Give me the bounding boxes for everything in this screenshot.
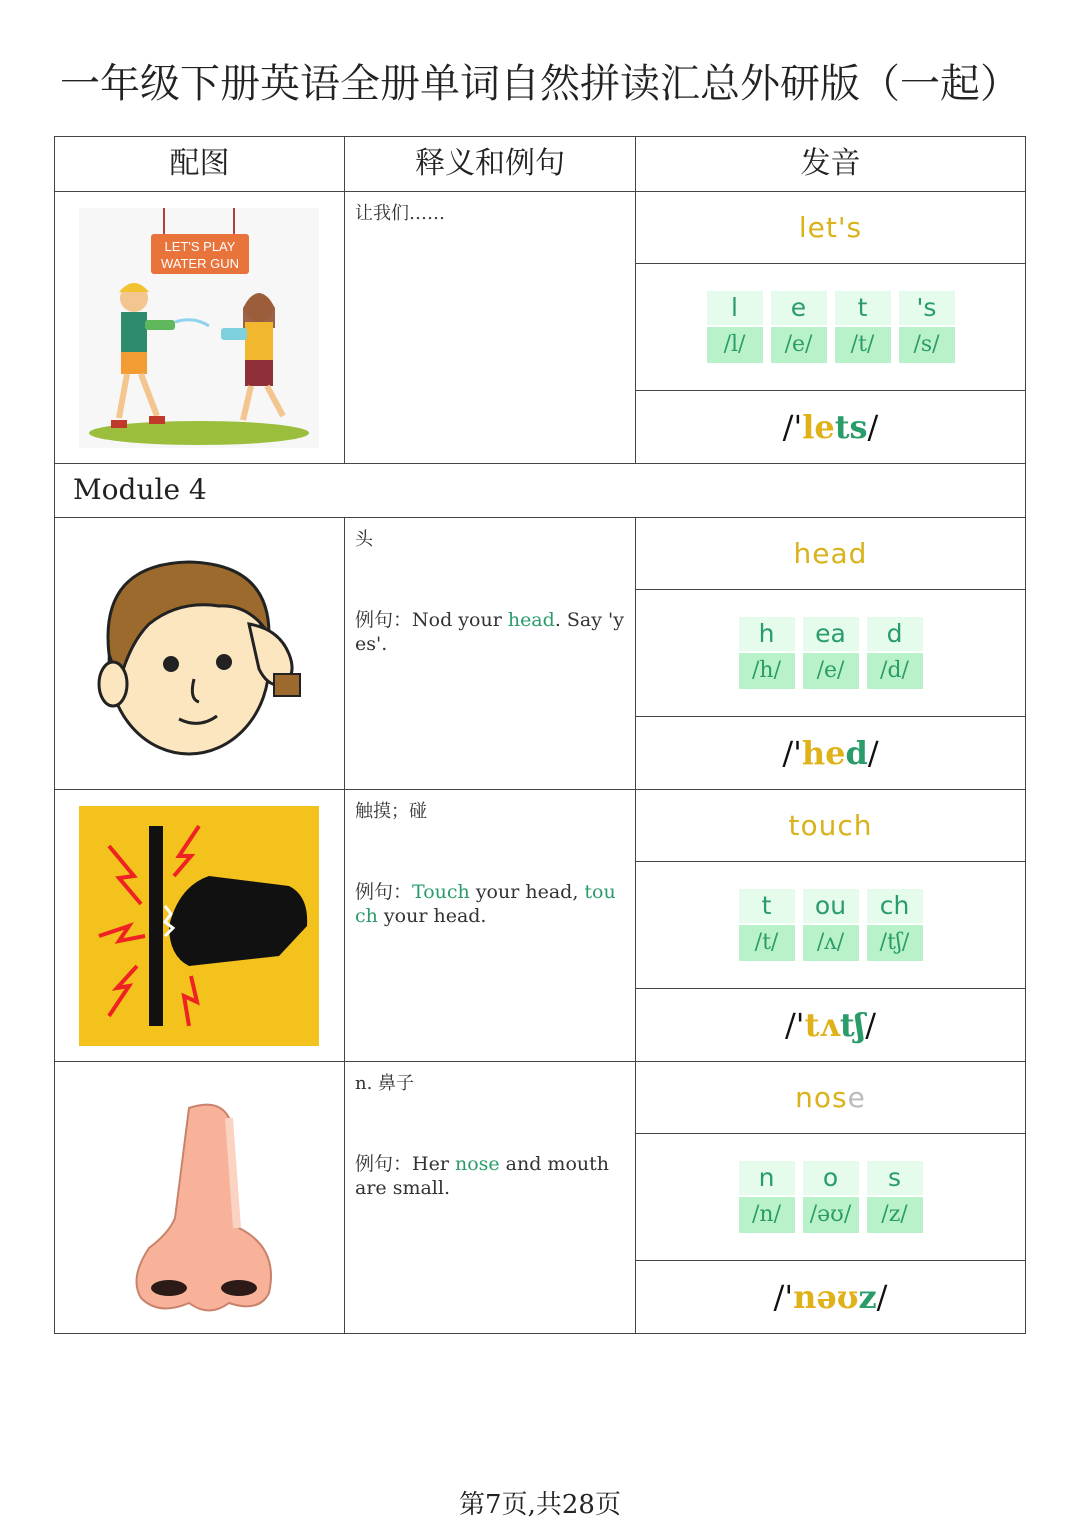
tile-letters: l <box>707 291 763 325</box>
tile-sound: /z/ <box>867 1197 923 1233</box>
phonics-tile <box>803 889 859 961</box>
ipa-transcription: /'tʌtʃ/ <box>784 1006 877 1044</box>
meaning-text: 头 <box>355 529 373 550</box>
tile-sound: /t/ <box>835 327 891 363</box>
tile-sound: /d/ <box>867 653 923 689</box>
tile-sound: /e/ <box>771 327 827 363</box>
ipa-transcription: /'lets/ <box>782 408 879 446</box>
table-row <box>54 790 1026 1062</box>
phonics-tile <box>867 889 923 961</box>
phonics-tile <box>771 291 827 363</box>
tile-sound: /t/ <box>739 925 795 961</box>
page-footer: 第7页,共28页 <box>459 1490 621 1520</box>
pronunciation-cell <box>636 1062 1025 1333</box>
tile-letters: ch <box>867 889 923 923</box>
tile-sound: /h/ <box>739 653 795 689</box>
word-spelling: touch <box>788 809 873 842</box>
nose-image <box>79 1078 319 1318</box>
example-sentence: 例句：Touch your head, touch your head. <box>355 881 616 927</box>
table-header-row <box>54 136 1026 192</box>
pronunciation-cell <box>636 192 1025 463</box>
table-row <box>54 1062 1026 1334</box>
tile-sound: /n/ <box>739 1197 795 1233</box>
boy-head-image <box>79 534 319 774</box>
silent-letter: e <box>847 1081 866 1114</box>
tile-sound: /l/ <box>707 327 763 363</box>
tile-sound: /tʃ/ <box>867 925 923 961</box>
tile-letters: 's <box>899 291 955 325</box>
meaning-cell <box>345 1062 636 1333</box>
tile-letters: s <box>867 1161 923 1195</box>
tile-letters: t <box>835 291 891 325</box>
phonics-tile <box>803 617 859 689</box>
tile-letters: h <box>739 617 795 651</box>
touch-warning-sign-image <box>79 806 319 1046</box>
phonics-tile <box>867 617 923 689</box>
tile-sound: /e/ <box>803 653 859 689</box>
kids-water-gun-image <box>79 208 319 448</box>
picture-cell <box>55 518 345 789</box>
phonics-tile <box>899 291 955 363</box>
phonics-tiles <box>739 889 923 961</box>
phonics-tiles <box>739 1161 923 1233</box>
page-title: 一年级下册英语全册单词自然拼读汇总外研版（一起） <box>60 61 1020 107</box>
tile-letters: o <box>803 1161 859 1195</box>
phonics-tile <box>707 291 763 363</box>
phonics-tiles <box>707 291 955 363</box>
example-sentence: 例句：Her nose and mouth are small. <box>355 1153 609 1199</box>
pronunciation-cell <box>636 790 1025 1061</box>
tile-letters: ou <box>803 889 859 923</box>
phonics-tiles <box>739 617 923 689</box>
meaning-cell <box>345 192 636 463</box>
sign-line-1: LET'S PLAY <box>164 239 236 254</box>
header-picture: 配图 <box>55 137 345 191</box>
example-sentence: 例句：Nod your head. Say 'yes'. <box>355 609 624 655</box>
header-meaning: 释义和例句 <box>345 137 636 191</box>
picture-cell <box>55 192 345 463</box>
word-spelling: nose <box>795 1081 866 1114</box>
phonics-tile <box>739 889 795 961</box>
meaning-cell <box>345 518 636 789</box>
module-label: Module 4 <box>73 473 207 506</box>
picture-cell <box>55 790 345 1061</box>
meaning-text: 触摸；碰 <box>355 801 427 822</box>
phonics-tile <box>803 1161 859 1233</box>
sign-line-2: WATER GUN <box>161 256 239 271</box>
tile-letters: n <box>739 1161 795 1195</box>
tile-letters: ea <box>803 617 859 651</box>
phonics-tile <box>867 1161 923 1233</box>
tile-sound: /s/ <box>899 327 955 363</box>
meaning-text: 让我们…… <box>355 203 445 224</box>
word-spelling: let's <box>798 211 863 244</box>
tile-sound: /əʊ/ <box>803 1197 859 1233</box>
meaning-text: n. 鼻子 <box>355 1073 415 1094</box>
word-spelling: head <box>793 537 868 570</box>
tile-sound: /ʌ/ <box>803 925 859 961</box>
ipa-transcription: /'nəʊz/ <box>773 1278 888 1316</box>
phonics-tile <box>739 1161 795 1233</box>
picture-cell <box>55 1062 345 1333</box>
meaning-cell <box>345 790 636 1061</box>
module-row <box>54 464 1026 518</box>
table-row <box>54 192 1026 464</box>
pronunciation-cell <box>636 518 1025 789</box>
phonics-tile <box>835 291 891 363</box>
tile-letters: d <box>867 617 923 651</box>
ipa-transcription: /'hed/ <box>782 734 879 772</box>
table-row <box>54 518 1026 790</box>
header-pronunciation: 发音 <box>800 146 861 181</box>
phonics-tile <box>739 617 795 689</box>
tile-letters: e <box>771 291 827 325</box>
tile-letters: t <box>739 889 795 923</box>
